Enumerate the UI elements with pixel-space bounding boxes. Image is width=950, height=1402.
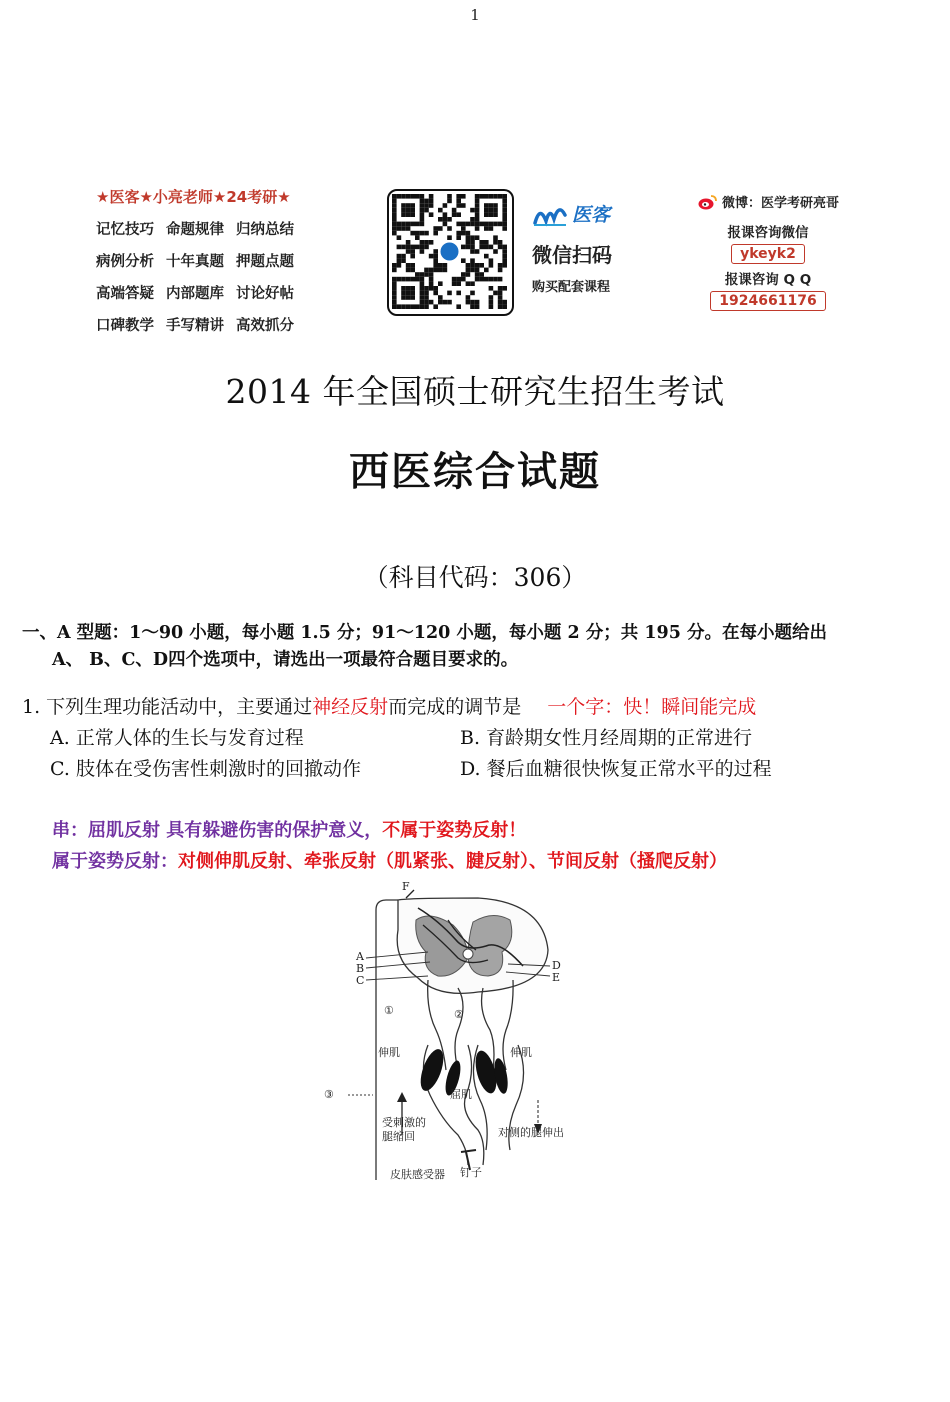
note-line1: [52, 815, 932, 846]
feature-item: 归纳总结: [236, 222, 294, 238]
option-d: D. 餐后血糖很快恢复正常水平的过程: [460, 758, 772, 780]
stem-prefix: 1. 下列生理功能活动中，主要通过: [22, 696, 313, 718]
label-2: ②: [454, 1008, 464, 1021]
qr-code: [387, 189, 514, 316]
brand-name: 医客: [572, 204, 611, 226]
feature-row: [96, 250, 326, 271]
note-line2: [52, 846, 932, 877]
feature-row: [96, 282, 326, 303]
reflex-diagram-image: [318, 880, 618, 1190]
option-c: C. 肢体在受伤害性刺激时的回撤动作: [50, 758, 361, 780]
feature-item: 命题规律: [166, 222, 224, 238]
label-f: F: [402, 880, 410, 893]
feature-item: 十年真题: [166, 254, 224, 270]
label-stimulated-leg-2: 腿缩回: [382, 1130, 415, 1143]
feature-item: 记忆技巧: [96, 222, 154, 238]
section-heading: [22, 620, 932, 674]
feature-item: 押题点题: [236, 254, 294, 270]
label-1: ①: [384, 1004, 394, 1017]
label-nail: 钉子: [460, 1166, 482, 1179]
feature-item: 内部题库: [166, 286, 224, 302]
exam-title: 2014 年全国硕士研究生招生考试: [225, 372, 725, 411]
option-a: A. 正常人体的生长与发育过程: [50, 727, 304, 749]
feature-item: 高效抓分: [236, 318, 294, 334]
banner-title: ★医客★小亮老师★24考研★: [96, 188, 291, 206]
label-contralateral-leg: 对侧的腿伸出: [498, 1126, 564, 1139]
weibo-text: 微博：医学考研亮哥: [722, 196, 840, 211]
subject-code: （科目代码：306）: [363, 563, 587, 592]
exam-subtitle: 西医综合试题: [349, 449, 601, 495]
contact-block: [698, 192, 868, 311]
qr-code-image: [389, 191, 512, 314]
note-red-text: 不属于姿势反射！: [382, 820, 527, 841]
note-label: 串：: [52, 820, 88, 841]
stem-suffix: 而完成的调节是: [388, 696, 522, 718]
note-red-text: 对侧伸肌反射、牵张反射（肌紧张、腱反射）、节间反射（搔爬反射）: [178, 851, 727, 872]
feature-item: 高端答疑: [96, 286, 154, 302]
scan-text: 微信扫码: [532, 243, 612, 267]
feature-item: 讨论好帖: [236, 286, 294, 302]
feature-item: 口碑教学: [96, 318, 154, 334]
label-skin-receptor: 皮肤感受器: [390, 1168, 445, 1181]
label-a: A: [356, 950, 364, 963]
wechat-label: 报课咨询微信: [727, 225, 809, 241]
annotation-note: [52, 815, 932, 877]
label-stimulated-leg: 受刺激的: [382, 1116, 426, 1129]
buy-text: 购买配套课程: [532, 280, 611, 295]
qq-id: 1924661176: [710, 291, 825, 311]
options: [22, 723, 932, 785]
option-b: B. 育龄期女性月经周期的正常进行: [460, 727, 753, 749]
label-b: B: [356, 962, 365, 975]
question-stem: [22, 692, 932, 723]
question-1: [22, 692, 932, 785]
section-heading-line2: A、 B、C、D四个选项中，请选出一项最符合题目要求的。: [52, 650, 519, 670]
wechat-id: ykeyk2: [731, 244, 805, 264]
feature-row: [96, 314, 326, 335]
feature-item: 病例分析: [96, 254, 154, 270]
label-extensor-right: 伸肌: [510, 1046, 532, 1059]
qq-label: 报课咨询 Q Q: [724, 272, 812, 288]
note-purple-text: 屈肌反射 具有躲避伤害的保护意义，: [88, 820, 383, 841]
label-e: E: [552, 971, 561, 984]
label-flexor: 屈肌: [450, 1088, 472, 1101]
banner-features: [96, 186, 326, 335]
question-hint: 一个字：快！瞬间能完成: [547, 696, 757, 718]
reflex-diagram: [318, 880, 618, 1190]
weibo-icon: [698, 194, 718, 210]
brand-logo-icon: [532, 201, 568, 227]
label-d: D: [552, 959, 561, 972]
feature-item: 手写精讲: [166, 318, 224, 334]
note-purple-text: 属于姿势反射：: [52, 851, 178, 872]
feature-row: [96, 218, 326, 239]
label-3: ③: [324, 1088, 334, 1101]
page-number: 1: [470, 6, 480, 24]
brand-block: [532, 200, 642, 295]
stem-highlight: 神经反射: [312, 696, 389, 718]
section-heading-line1: 一、A 型题：1～90 小题，每小题 1.5 分；91～120 小题，每小题 2 分；共 195 分。在每小题给出: [22, 623, 827, 643]
label-extensor-left: 伸肌: [378, 1046, 400, 1059]
label-c: C: [356, 974, 365, 987]
